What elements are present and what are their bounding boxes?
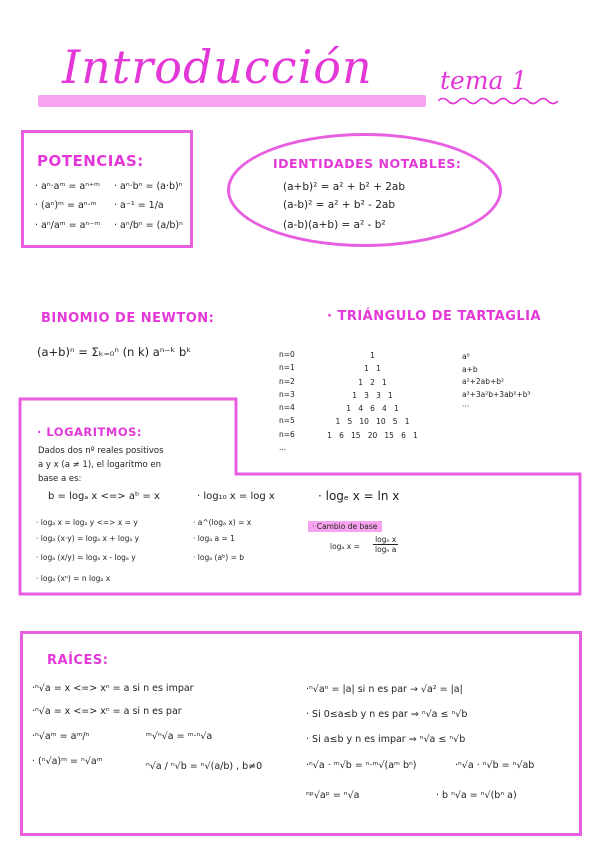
- n-label: n=3: [279, 389, 295, 399]
- logaritmos-prop-3: · logₐ (x/y) = logₐ x - logₐ y: [36, 553, 136, 562]
- triangle-row: 1 3 3 1: [352, 390, 393, 400]
- potencias-formula-2: · aⁿ·bⁿ = (a·b)ⁿ: [114, 181, 183, 192]
- potencias-formula-6: · aⁿ/bⁿ = (a/b)ⁿ: [114, 220, 183, 231]
- triangle-row: 1 1: [364, 364, 381, 374]
- expansion: a+b: [462, 364, 478, 374]
- cambio-de-base-fraction: [373, 535, 398, 555]
- raices-left-3: ·ⁿ√aᵐ = aᵐ/ⁿ: [32, 731, 90, 742]
- triangle-row: 1 6 15 20 15 6 1: [327, 430, 418, 440]
- logaritmos-desc-2: a y x (a ≠ 1), el logaritmo en: [38, 460, 162, 470]
- logaritmos-prop-1: · logₐ x = logₐ y <=> x = y: [36, 518, 138, 527]
- potencias-formula-3: · (aⁿ)ᵐ = aⁿ·ᵐ: [35, 200, 97, 211]
- raices-right-6: ⁿᵖ√aᵖ = ⁿ√a: [306, 790, 360, 801]
- identidades-formula-3: (a-b)(a+b) = a² - b²: [283, 219, 386, 231]
- raices-right-3: · Si a≤b y n es impar ⇒ ⁿ√a ≤ ⁿ√b: [306, 734, 466, 745]
- potencias-formula-1: · aⁿ·aᵐ = aⁿ⁺ᵐ: [35, 181, 100, 192]
- tema-label: tema 1: [440, 66, 528, 95]
- identidades-formula-1: (a+b)² = a² + b² + 2ab: [283, 181, 406, 193]
- logaritmos-desc-3: base a es:: [38, 474, 82, 484]
- n-label: n=4: [279, 403, 295, 413]
- n-label: n=0: [279, 350, 295, 359]
- binomio-formula: (a+b)ⁿ = Σₖ₌₀ⁿ (n k) aⁿ⁻ᵏ bᵏ: [37, 345, 192, 359]
- raices-right-2: · Si 0≤a≤b y n es par ⇒ ⁿ√a ≤ ⁿ√b: [306, 709, 468, 720]
- raices-right-7: · b ⁿ√a = ⁿ√(bⁿ a): [436, 790, 517, 801]
- raices-left-5: ᵐ√ⁿ√a = ᵐ·ⁿ√a: [146, 731, 213, 742]
- logaritmos-heading: · LOGARITMOS:: [37, 425, 142, 439]
- cambio-de-base-label: · Cambio de base: [308, 521, 382, 532]
- raices-left-2: ·ⁿ√a = x <=> xⁿ = a si n es par: [32, 706, 182, 717]
- binomio-heading: BINOMIO DE NEWTON:: [41, 311, 215, 326]
- logaritmos-prop-6: · logₐ a = 1: [193, 534, 235, 543]
- expansion: a⁰: [462, 352, 470, 361]
- expansion: a²+2ab+b²: [462, 377, 505, 386]
- triangle-row: 1 5 10 10 5 1: [335, 417, 410, 427]
- logaritmos-definition: b = logₐ x <=> aᵇ = x: [48, 491, 160, 502]
- potencias-formula-5: · aⁿ/aᵐ = aⁿ⁻ᵐ: [35, 220, 101, 231]
- logaritmos-prop-2: · logₐ (x·y) = logₐ x + logₐ y: [36, 534, 140, 543]
- logaritmos-prop-7: · logₐ (aᵇ) = b: [193, 553, 244, 562]
- page-title: Introducción: [62, 40, 373, 94]
- n-label: n=2: [279, 376, 295, 386]
- raices-right-4: ·ⁿ√a · ᵐ√b = ⁿ·ᵐ√(aᵐ bⁿ): [306, 760, 417, 771]
- logaritmos-prop-4: · logₐ (xⁿ) = n logₐ x: [36, 574, 111, 583]
- raices-right-5: ·ⁿ√a · ⁿ√b = ⁿ√ab: [455, 760, 535, 771]
- logaritmos-ln: · logₑ x = ln x: [318, 489, 400, 503]
- logaritmos-desc-1: Dados dos nº reales positivos: [38, 446, 164, 456]
- n-label: n=1: [279, 363, 295, 373]
- tartaglia-heading: · TRIÁNGULO DE TARTAGLIA: [327, 309, 542, 324]
- triangle-row: 1 4 6 4 1: [346, 404, 399, 414]
- raices-left-1: ·ⁿ√a = x <=> xⁿ = a si n es impar: [32, 683, 194, 694]
- expansion: a³+3a²b+3ab²+b³: [462, 389, 531, 399]
- triangle-row: 1 2 1: [358, 377, 387, 387]
- logaritmos-prop-5: · a^(logₐ x) = x: [193, 518, 252, 527]
- fraction-numerator: logₙ x: [373, 535, 398, 545]
- potencias-formula-4: · a⁻¹ = 1/a: [114, 200, 164, 211]
- triangle-row: 1: [370, 351, 375, 360]
- raices-left-4: · (ⁿ√a)ᵐ = ⁿ√aᵐ: [32, 756, 103, 767]
- potencias-heading: POTENCIAS:: [37, 152, 144, 170]
- n-label: n=6: [279, 429, 295, 439]
- identidades-formula-2: (a-b)² = a² + b² - 2ab: [283, 199, 395, 211]
- fraction-denominator: logₙ a: [375, 545, 397, 555]
- expansion: ···: [462, 402, 470, 411]
- logaritmos-log10: · log₁₀ x = log x: [197, 491, 275, 502]
- raices-left-6: ⁿ√a / ⁿ√b = ⁿ√(a/b) , b≠0: [146, 761, 263, 772]
- identidades-heading: IDENTIDADES NOTABLES:: [273, 156, 462, 171]
- cambio-de-base-lhs: logₐ x =: [330, 542, 360, 551]
- n-label: n=5: [279, 416, 295, 426]
- raices-heading: RAÍCES:: [47, 653, 109, 668]
- n-label: ...: [279, 443, 287, 453]
- raices-right-1: ·ⁿ√aⁿ = |a| si n es par → √a² = |a|: [306, 684, 463, 695]
